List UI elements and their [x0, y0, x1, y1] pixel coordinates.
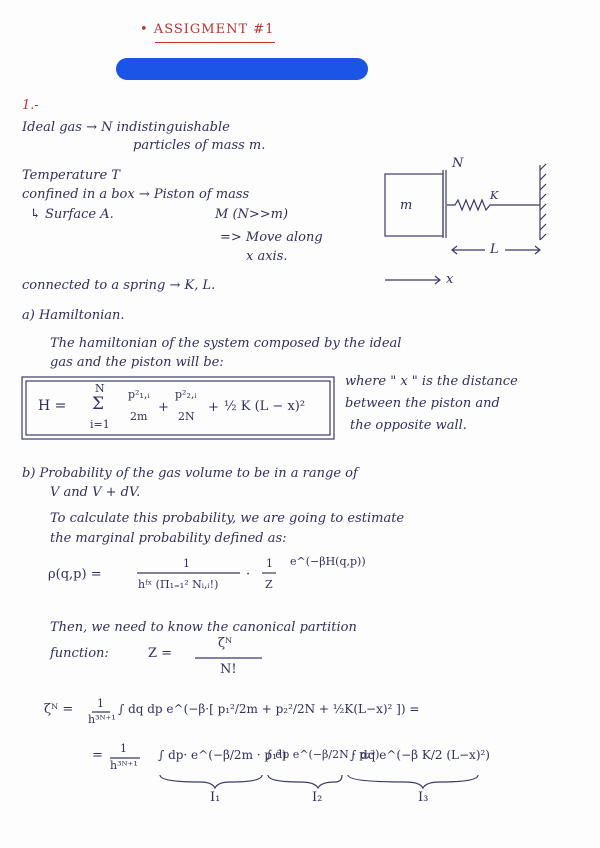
- temperature-line: Temperature T: [22, 168, 120, 183]
- sum-upper: N: [95, 382, 105, 395]
- rho-exponential: e^(−βH(q,p)): [290, 555, 366, 568]
- piston-mass-line: M (N>>m): [215, 207, 289, 222]
- diagram-label-K: K: [490, 189, 499, 202]
- then-line-1: Then, we need to know the canonical partition: [50, 620, 357, 635]
- where-line-1: where " x " is the distance: [345, 374, 518, 389]
- rho-lhs: ρ(q,p) =: [48, 567, 102, 582]
- gas-line-2: particles of mass m.: [133, 138, 266, 153]
- then-line-2: function:: [50, 646, 109, 661]
- label-I1: I₁: [210, 790, 221, 805]
- integral-3: ∫ dq e^(−β K/2 (L−x)²): [350, 748, 490, 762]
- label-I2: I₂: [312, 790, 323, 805]
- where-line-3: the opposite wall.: [350, 418, 467, 433]
- part-a-heading: a) Hamiltonian.: [22, 308, 125, 323]
- diagram-label-m: m: [400, 198, 413, 213]
- part-a-text-2: gas and the piston will be:: [50, 355, 224, 370]
- integral-1: ∫ dp· e^(−β/2m · p₁²): [158, 748, 287, 762]
- gas-line: Ideal gas → N indistinguishable: [22, 120, 230, 135]
- part-a-text-1: The hamiltonian of the system composed by the ideal: [50, 336, 402, 351]
- eq2-prefactor-num: 1: [120, 742, 127, 755]
- z-num: ζᴺ: [218, 636, 233, 651]
- sum-symbol: Σ: [92, 394, 105, 414]
- part-b-heading: b) Probability of the gas volume to be in a range of: [22, 466, 358, 481]
- spring-line: connected to a spring → K, L.: [22, 278, 216, 293]
- eq2-equals: =: [92, 748, 103, 763]
- term2-num: p²₂,ᵢ: [175, 388, 197, 401]
- rho-num: 1: [183, 557, 190, 570]
- term2-den: 2N: [178, 410, 195, 423]
- integral-2: ∫ dp e^(−β/2N · p₂²): [266, 748, 380, 761]
- zeta-prefactor-den: h³ᴺ⁺¹: [88, 713, 116, 726]
- hamiltonian-H: H =: [38, 398, 67, 414]
- where-line-2: between the piston and: [345, 396, 500, 411]
- diagram-label-x: x: [446, 272, 454, 287]
- rho-den: hᶠˣ (Π₁₌₁² Nᵢ,ᵢ!): [138, 578, 219, 591]
- z-den: N!: [220, 662, 237, 677]
- term1-den: 2m: [130, 410, 148, 423]
- part-b-heading-2: V and V + dV.: [50, 485, 141, 500]
- label-I3: I₃: [418, 790, 429, 805]
- part-b-text-2: the marginal probability defined as:: [50, 531, 287, 546]
- rho-z-den: Z: [265, 578, 273, 591]
- z-eq: Z =: [148, 646, 173, 661]
- diagram-label-L: L: [490, 242, 499, 257]
- move-line-1: => Move along: [220, 230, 323, 245]
- zeta-integral: ∫ dq dp e^(−β·[ p₁²/2m + p₂²/2N + ½K(L−x)² ]) =: [118, 702, 420, 716]
- problem-number: 1.-: [22, 98, 39, 113]
- rho-dot: ·: [246, 567, 251, 582]
- term1-num: p²₁,ᵢ: [128, 388, 150, 401]
- zeta-prefactor-num: 1: [97, 697, 104, 710]
- sum-lower: i=1: [90, 418, 110, 431]
- move-line-2: x axis.: [246, 249, 288, 264]
- assignment-title: • ASSIGMENT #1: [140, 22, 275, 37]
- eq2-prefactor-den: h³ᴺ⁺¹: [110, 759, 138, 772]
- surface-line: ↳ Surface A.: [30, 207, 114, 222]
- part-b-text-1: To calculate this probability, we are going to estimate: [50, 511, 405, 526]
- term3: ½ K (L − x)²: [224, 399, 306, 414]
- diagram-label-N: N: [452, 156, 464, 171]
- confined-line: confined in a box → Piston of mass: [22, 187, 250, 202]
- rho-z-num: 1: [266, 557, 273, 570]
- plus-1: +: [158, 400, 169, 415]
- zeta-lhs: ζᴺ =: [44, 702, 74, 717]
- plus-2: +: [208, 400, 219, 415]
